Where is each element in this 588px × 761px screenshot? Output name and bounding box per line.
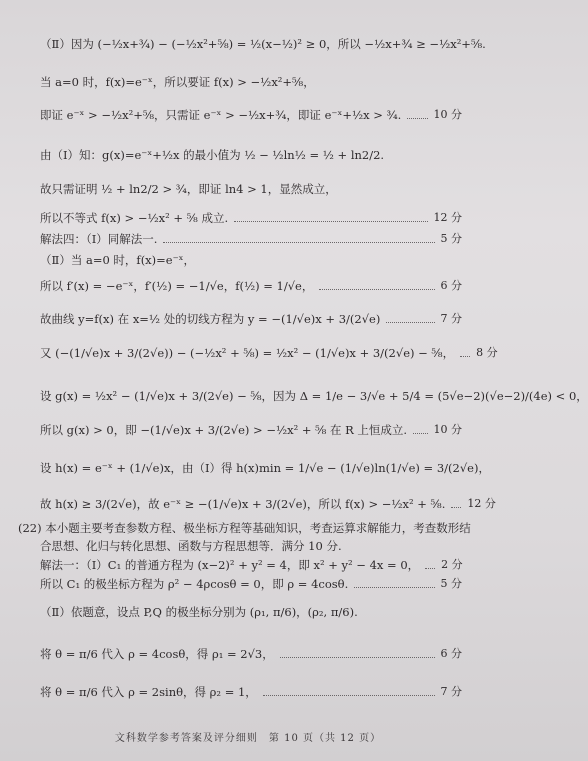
answer-line xyxy=(40,389,588,403)
line-text: 所以不等式 f(x) > −½x² + ⅝ 成立. xyxy=(40,211,229,225)
answer-line xyxy=(40,577,462,591)
line-text: （Ⅱ）因为 (−½x+¾) − (−½x²+⅝) = ½(x−½)² ≥ 0，所以 −½x+¾ ≥ −½x²+⅝. xyxy=(40,37,486,51)
dot-leader xyxy=(163,242,434,243)
question-heading xyxy=(18,521,471,535)
line-text: 设 g(x) = ½x² − (1/√e)x + 3/(2√e) − ⅝，因为 Δ = 1/e − 3/√e + 5/4 = (5√e−2)(√e−2)/(4e) < 0， xyxy=(40,389,588,403)
score-mark: 7 分 xyxy=(440,312,462,325)
score-mark: 8 分 xyxy=(476,346,498,359)
line-text: 由（Ⅰ）知：g(x)=e⁻ˣ+½x 的最小值为 ½ − ½ln½ = ½ + ln2/2. xyxy=(40,148,385,162)
score-mark: 10 分 xyxy=(433,423,462,436)
score-mark: 10 分 xyxy=(433,108,462,121)
answer-line xyxy=(40,312,462,326)
score-mark: 5 分 xyxy=(440,577,462,590)
line-text: 即证 e⁻ˣ > −½x²+⅝，只需证 e⁻ˣ > −½x+¾，即证 e⁻ˣ+½x > ¾. xyxy=(40,108,402,122)
answer-line xyxy=(40,497,496,511)
line-text: 合思想、化归与转化思想、函数与方程思想等．满分 10 分. xyxy=(40,539,342,553)
line-text: 故 h(x) ≥ 3/(2√e)，故 e⁻ˣ ≥ −(1/√e)x + 3/(2√e)，所以 f(x) > −½x² + ⅝. xyxy=(40,497,446,511)
answer-line xyxy=(40,685,462,699)
answer-line xyxy=(40,211,462,225)
dot-leader xyxy=(407,118,427,119)
line-text: 所以 f′(x) = −e⁻ˣ，f′(½) = −1/√e，f(½) = 1/√e， xyxy=(40,279,314,293)
dot-leader xyxy=(280,657,435,658)
answer-line xyxy=(40,423,462,437)
line-text: （Ⅱ）当 a=0 时，f(x)=e⁻ˣ， xyxy=(40,253,196,267)
answer-line xyxy=(40,75,462,89)
line-text: 当 a=0 时，f(x)=e⁻ˣ，所以要证 f(x) > −½x²+⅝， xyxy=(40,75,315,89)
score-mark: 2 分 xyxy=(441,558,463,571)
line-text: 设 h(x) = e⁻ˣ + (1/√e)x，由（Ⅰ）得 h(x)min = 1/√e − (1/√e)ln(1/√e) = 3/(2√e)， xyxy=(40,461,490,475)
line-text: 将 θ = π/6 代入 ρ = 4cosθ，得 ρ₁ = 2√3， xyxy=(40,647,274,661)
answer-line xyxy=(40,461,490,475)
answer-line xyxy=(40,253,462,267)
line-text: 所以 C₁ 的极坐标方程为 ρ² − 4ρcosθ = 0，即 ρ = 4cosθ. xyxy=(40,577,349,591)
score-mark: 6 分 xyxy=(440,279,462,292)
line-text: 故只需证明 ½ + ln2/2 > ¾，即证 ln4 > 1，显然成立， xyxy=(40,182,337,196)
line-text: (22) 本小题主要考查参数方程、极坐标方程等基础知识，考查运算求解能力，考查数形结 xyxy=(18,521,471,535)
line-text: 故曲线 y=f(x) 在 x=½ 处的切线方程为 y = −(1/√e)x + 3/(2√e) xyxy=(40,312,381,326)
score-mark: 12 分 xyxy=(467,497,496,510)
score-mark: 5 分 xyxy=(440,232,462,245)
dot-leader xyxy=(319,289,434,290)
line-text: 将 θ = π/6 代入 ρ = 2sinθ，得 ρ₂ = 1， xyxy=(40,685,257,699)
line-text: 解法四：（Ⅰ）同解法一. xyxy=(40,232,158,246)
line-text: 又 (−(1/√e)x + 3/(2√e)) − (−½x² + ⅝) = ½x² − (1/√e)x + 3/(2√e) − ⅝， xyxy=(40,346,455,360)
answer-line xyxy=(40,148,462,162)
dot-leader xyxy=(460,356,470,357)
score-mark: 7 分 xyxy=(440,685,462,698)
line-text: 解法一：（Ⅰ）C₁ 的普通方程为 (x−2)² + y² = 4，即 x² + y² − 4x = 0， xyxy=(40,558,420,572)
answer-line xyxy=(40,346,498,360)
answer-line xyxy=(40,539,462,553)
line-text: （Ⅱ）依题意，设点 P,Q 的极坐标分别为 (ρ₁, π/6)，(ρ₂, π/6). xyxy=(40,605,358,619)
dot-leader xyxy=(425,568,435,569)
answer-line xyxy=(40,182,462,196)
answer-line xyxy=(40,605,462,619)
dot-leader xyxy=(451,507,461,508)
page-footer: 文科数学参考答案及评分细则 第 10 页（共 12 页） xyxy=(114,733,382,744)
score-mark: 6 分 xyxy=(440,647,462,660)
answer-line xyxy=(40,558,462,572)
dot-leader xyxy=(263,695,435,696)
dot-leader xyxy=(234,221,427,222)
answer-line xyxy=(40,647,462,661)
answer-line xyxy=(40,37,486,51)
dot-leader xyxy=(354,587,434,588)
score-mark: 12 分 xyxy=(433,211,462,224)
answer-line xyxy=(40,108,462,122)
dot-leader xyxy=(386,322,434,323)
line-text: 所以 g(x) > 0，即 −(1/√e)x + 3/(2√e) > −½x² + ⅝ 在 R 上恒成立. xyxy=(40,423,408,437)
answer-line xyxy=(40,232,462,246)
answer-line xyxy=(40,279,462,293)
dot-leader xyxy=(413,433,427,434)
